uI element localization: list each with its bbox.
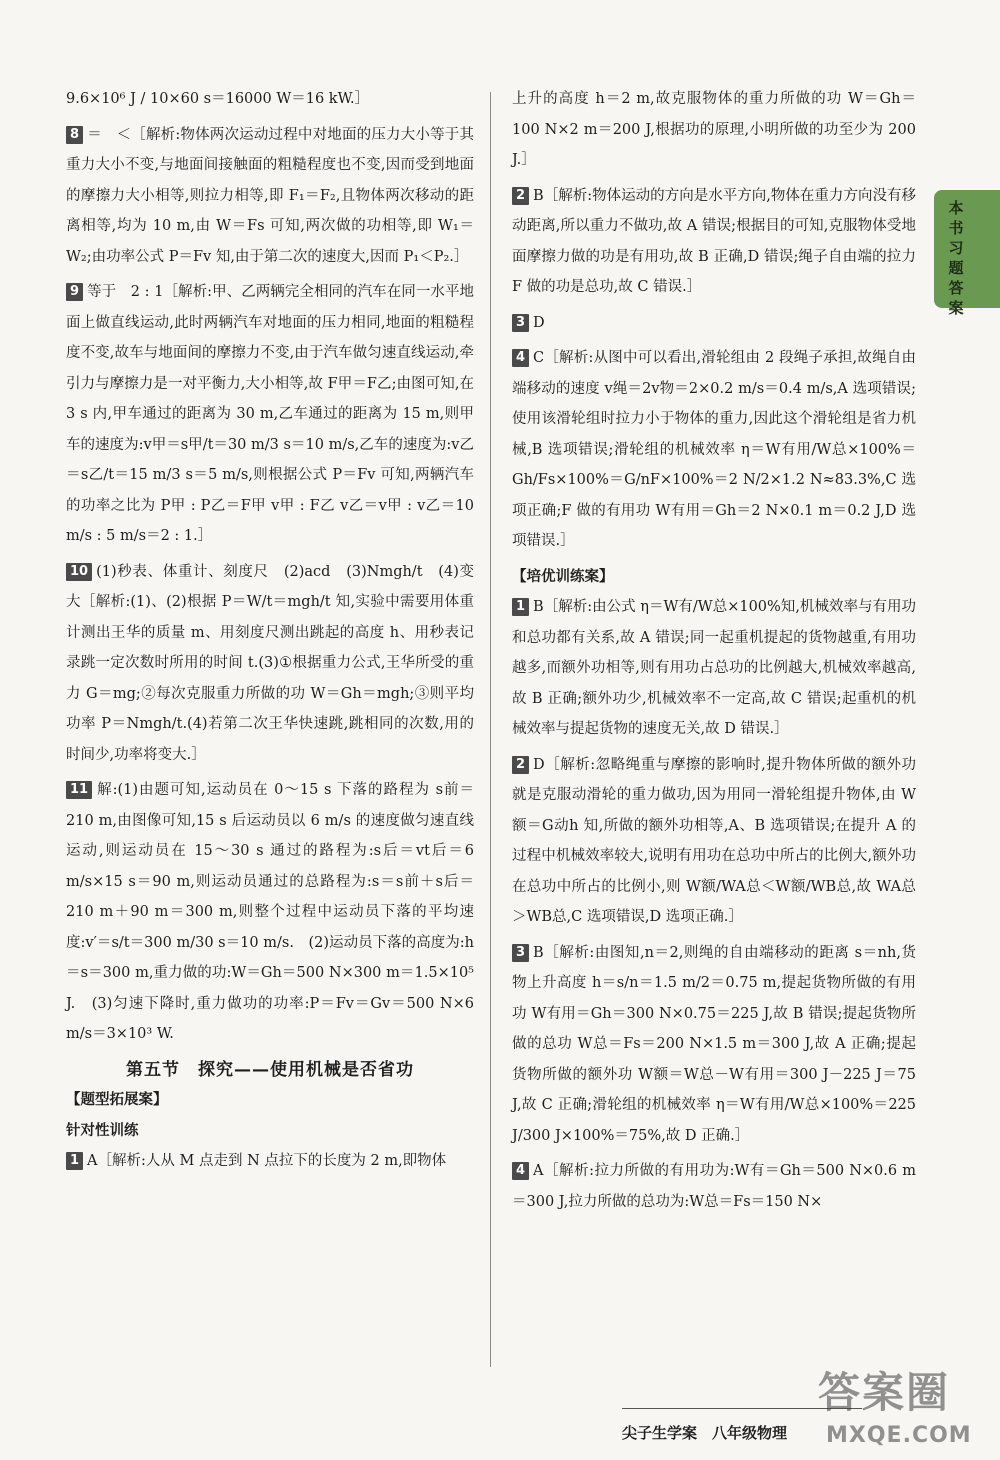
answer-item bbox=[512, 84, 916, 176]
answer-item bbox=[66, 1146, 474, 1177]
question-number: 8 bbox=[66, 126, 83, 144]
side-tab bbox=[934, 190, 1000, 317]
answer-text: (1)秒表、体重计、刻度尺 (2)acd (3)Nmgh/t (4)变大［解析:(1)、(2)根据 P＝W/t＝mgh/t 知,实验中需要用体重计测出王华的质量 m、用刻度尺测出跳起的高度 h、用秒表记录跳一定次数时所用的时间 t.(3)①根据重力公式,王华所受的重力 G＝mg;②每次克服重力所做的功 W＝Gh＝mgh;③则平均功率 P＝Nmgh/t.(4)若第二次王华快速跳,跳相同的次数,用的时间少,功率将变大.］ bbox=[66, 563, 474, 763]
section-heading: 【培优训练案】 bbox=[512, 568, 614, 585]
question-number: 10 bbox=[66, 563, 92, 581]
answer-text: D［解析:忽略绳重与摩擦的影响时,提升物体所做的额外功就是克服动滑轮的重力做功,因为用同一滑轮组提升物体,由 W额＝G动h 知,所做的额外功相等,A、B 选项错误;在提升 A 的过程中机械效率较大,说明有用功在总功中所占的比例大,额外功在总功中所占的比例小,则 W额/WA总＜W额/WB总,故 WA总＞WB总,C 选项错误,D 选项正确.］ bbox=[512, 756, 916, 925]
answer-item bbox=[66, 84, 474, 115]
answer-item bbox=[512, 750, 916, 933]
sub-heading: 针对性训练 bbox=[66, 1122, 139, 1139]
section-heading: 【题型拓展案】 bbox=[66, 1092, 168, 1108]
answer-text: 等于 2 : 1［解析:甲、乙两辆完全相同的汽车在同一水平地面上做直线运动,此时两辆汽车对地面的压力相同,地面的粗糙程度不变,故车与地面间的摩擦力不变,由于汽车做匀速直线运动,牵引力与摩擦力是一对平衡力,大小相等,故 F甲＝F乙;由图可知,在 3 s 内,甲车通过的距离为 30 m,乙车通过的距离为 15 m,则甲车的速度为:v甲＝s甲/t＝30 m/3 s＝10 m/s,乙车的速度为:v乙＝s乙/t＝15 m/3 s＝5 m/s,则根据公式 P＝Fv 可知,两辆汽车的功率之比为 P甲 : P乙＝F甲 v甲 : F乙 v乙＝v甲 : v乙＝10 m/s : 5 m/s＝2 : 1.］ bbox=[66, 284, 474, 544]
answer-text: B［解析:由公式 η＝W有/W总×100%知,机械效率与有用功和总功都有关系,故 A 错误;同一起重机提起的货物越重,有用功越多,而额外功相等,则有用功占总功的比例越大,机械效率越高,故 B 正确;额外功少,机械效率不一定高,故 C 错误;起重机的机械效率与提起货物的速度无关,故 D 错误.］ bbox=[512, 599, 916, 737]
watermark-logo bbox=[812, 1368, 992, 1456]
question-number: 4 bbox=[512, 349, 529, 367]
answer-item bbox=[512, 343, 916, 557]
side-tab-label: 本书习题答案 bbox=[948, 199, 964, 317]
answer-text: A［解析:拉力所做的有用功为:W有＝Gh＝500 N×0.6 m＝300 J,拉力所做的总功为:W总＝Fs＝150 N× bbox=[512, 1163, 916, 1210]
answer-item bbox=[66, 277, 474, 552]
answer-item bbox=[512, 938, 916, 1152]
watermark-url: MXQE.COM bbox=[826, 1423, 972, 1448]
answer-item bbox=[512, 308, 916, 339]
answer-text: 9.6×10⁶ J / 10×60 s＝16000 W＝16 kW.］ bbox=[66, 91, 370, 107]
question-number: 1 bbox=[66, 1152, 83, 1170]
answer-text: B［解析:物体运动的方向是水平方向,物体在重力方向没有移动距离,所以重力不做功,故 A 错误;根据目的可知,克服物体受地面摩擦力做的功是有用功,故 B 正确,D 错误;绳子自由端的拉力 F 做的功是总功,故 C 错误.］ bbox=[512, 187, 916, 295]
answer-text: 解:(1)由题可知,运动员在 0～15 s 下落的路程为 s前＝210 m,由图像可知,15 s 后运动员以 6 m/s 的速度做匀速直线运动,则运动员在 15～30 s 通过的路程为:s后＝vt后＝6 m/s×15 s＝90 m,则运动员通过的总路程为:s＝s前＋s后＝210 m＋90 m＝300 m,则整个过程中运动员下落的平均速度:v′＝s/t＝300 m/30 s＝10 m/s. (2)运动员下落的高度为:h＝s＝300 m,重力做的功:W＝Gh＝500 N×300 m＝1.5×10⁵ J. (3)匀速下降时,重力做功的功率:P＝Fv＝Gv＝500 N×6 m/s＝3×10³ W. bbox=[66, 782, 474, 1042]
question-number: 11 bbox=[66, 781, 92, 799]
answer-text: B［解析:由图知,n＝2,则绳的自由端移动的距离 s＝nh,货物上升高度 h＝s/n＝1.5 m/2＝0.75 m,提起货物所做的有用功 W有用＝Gh＝300 N×0.75＝225 J,故 B 错误;提起货物所做的总功 W总＝Fs＝200 N×1.5 m＝300 J,故 A 正确;提起货物所做的额外功 W额＝W总－W有用＝300 J－225 J＝75 J,故 C 正确;滑轮组的机械效率 η＝W有用/W总×100%＝225 J/300 J×100%＝75%,故 D 正确.］ bbox=[512, 944, 916, 1144]
question-number: 2 bbox=[512, 756, 529, 774]
answer-item bbox=[66, 557, 474, 771]
right-column bbox=[512, 84, 916, 1222]
answer-text: D bbox=[533, 314, 545, 331]
page-footer: 尖子生学案 八年级物理 bbox=[622, 1424, 788, 1442]
question-number: 9 bbox=[66, 283, 83, 301]
answer-item bbox=[66, 775, 474, 1050]
left-column bbox=[66, 84, 474, 1182]
answer-text: C［解析:从图中可以看出,滑轮组由 2 段绳子承担,故绳自由端移动的速度 v绳＝2v物＝2×0.2 m/s＝0.4 m/s,A 选项错误;使用该滑轮组时拉力小于物体的重力,因此这个滑轮组是省力机械,B 选项错误;滑轮组的机械效率 η＝W有用/W总×100%＝Gh/Fs×100%＝G/nF×100%＝2 N/2×1.2 N≈83.3%,C 选项正确;F 做的有用功 W有用＝Gh＝2 N×0.1 m＝0.2 J,D 选项错误.］ bbox=[512, 350, 916, 549]
question-number: 3 bbox=[512, 314, 529, 332]
answer-text: 上升的高度 h＝2 m,故克服物体的重力所做的功 W＝Gh＝100 N×2 m＝200 J,根据功的原理,小明所做的功至少为 200 J.］ bbox=[512, 91, 916, 168]
column-divider bbox=[490, 92, 491, 1367]
answer-item bbox=[512, 1156, 916, 1217]
question-number: 3 bbox=[512, 944, 529, 962]
question-number: 1 bbox=[512, 598, 529, 616]
section-title: 第五节 探究——使用机械是否省功 bbox=[126, 1059, 414, 1080]
question-number: 2 bbox=[512, 187, 529, 205]
answer-text: A［解析:人从 M 点走到 N 点拉下的长度为 2 m,即物体 bbox=[87, 1153, 447, 1169]
answer-text: ＝ ＜［解析:物体两次运动过程中对地面的压力大小等于其重力大小不变,与地面间接触面的粗糙程度也不变,因而受到地面的摩擦力大小相等,则拉力相等,即 F₁＝F₂,且物体两次移动的距离相等,均为 10 m,由 W＝Fs 可知,两次做的功相等,即 W₁＝W₂;由功率公式 P＝Fv 知,由于第二次的速度大,因而 P₁＜P₂.］ bbox=[66, 126, 474, 265]
answer-item bbox=[512, 592, 916, 745]
answer-item bbox=[512, 181, 916, 303]
answer-item bbox=[66, 120, 474, 273]
question-number: 4 bbox=[512, 1162, 529, 1180]
watermark-text: 答案圈 bbox=[818, 1368, 951, 1417]
